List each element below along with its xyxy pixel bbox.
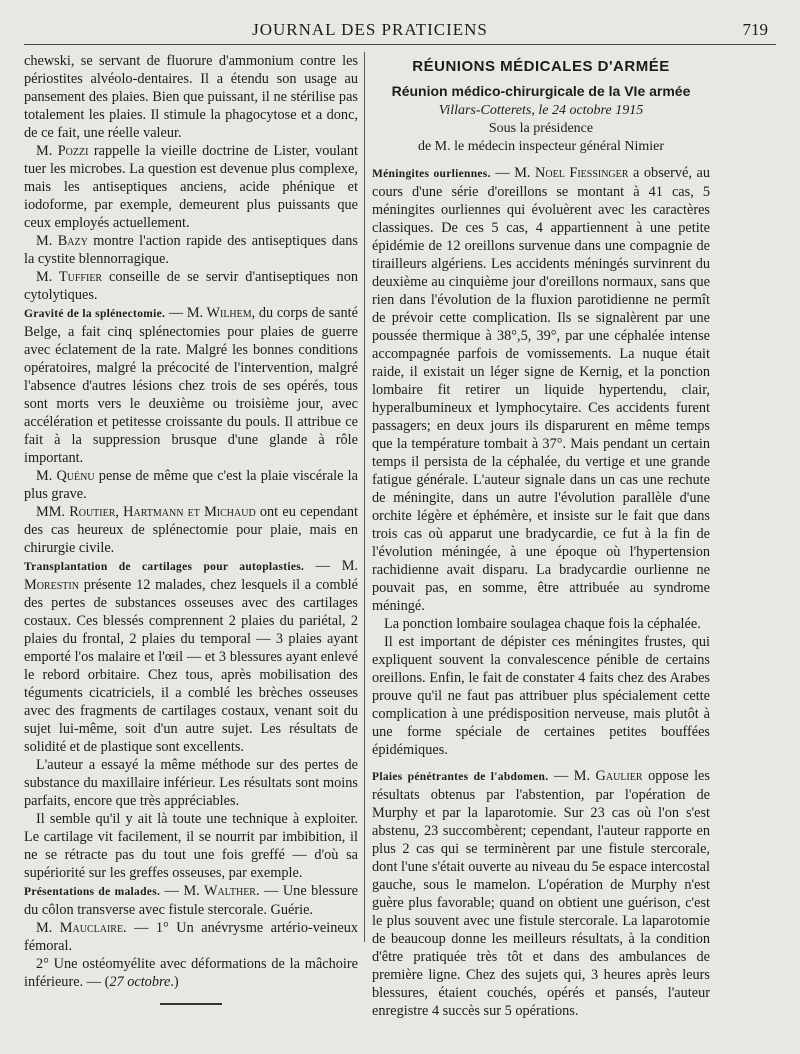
paragraph: La ponction lombaire soulagea chaque fois la céphalée.	[384, 616, 701, 632]
meeting-title: Réunion médico-chirurgicale de la VIe armée	[391, 83, 691, 99]
paragraph: M. Bazy montre l'action rapide des antiseptiques dans la cystite blennorragique.	[24, 233, 358, 267]
meeting-place-date: Villars-Cotterets, le 24 octobre 1915	[438, 103, 644, 118]
paragraph: L'auteur a essayé la même méthode sur des pertes de substance du maxillaire inférieur. Les résultats sont moins parfaits, encore que très appréciables.	[24, 757, 358, 809]
section-paragraph: Transplantation de cartilages pour autoplasties. — M. Morestin présente 12 malades, chez lesquels il a comblé des pertes de substances osseuses avec des cartilages costaux. Ces blessés comprennent 2 plaies du pariétal, 2 plaies du frontal, 2 plaies du temporal — 3 plaies ayant emporté l'os malaire et l'œil — et 3 blessures ayant enlevé le rebord orbitaire. Chez tous, après mobilisation des téguments cicatriciels, il a comblé les brèches osseuses avec des fragments de cartilages costaux, venant soit du sujet lui-même, soit d'un autre sujet. Les résultats de solidité et de plastique sont excellents.	[24, 558, 358, 755]
paragraph: chewski, se servant de fluorure d'ammonium contre les périostites alvéolo-dentaires. Il a étendu son usage au pansement des plaies. Bien que puissant, il ne stérilise pas totalement les plaies. Il stimule la phagocytose et a donc, de ce fait, une réelle valeur.	[24, 53, 358, 141]
section-title: Méningites ourliennes.	[372, 168, 491, 180]
spacer	[372, 156, 710, 164]
paragraph: M. Quénu pense de même que c'est la plaie viscérale la plus grave.	[24, 468, 359, 502]
section-paragraph: Plaies pénétrantes de l'abdomen. — M. Gaulier oppose les résultats obtenus par l'abstention, par l'opération de Murphy et par la laparotomie. Sur 23 cas où l'on s'est abstenu, 23 succombèrent; cependant, l'auteur rapporte en plus 2 cas qui se terminèrent par une fistule stercorale, dont l'une s'était ouverte au niveau du 5e espace intercostal gauche, sous le mamelon. L'opération de Murphy n'est guère plus favorable; quand on obtient une guérison, c'est le plus souvent avec une fistule stercorale. La laparotomie de beaucoup donne les meilleurs résultats, à la condition d'être pratiquée très tôt et dans des ambulances de première ligne. Chez des sujets qui, 3 heures après leurs blessures, étaient couchés, opérés et pansés, l'auteur enregistre 4 succès sur 5 opérations.	[372, 768, 710, 1019]
president-line: de M. le médecin inspecteur général Nimier	[417, 139, 665, 154]
paragraph: Il est important de dépister ces méningites frustes, qui expliquent souvent la convalescence pénible de certains oreillons. Enfin, le fait de constater 4 faits chez des Arabes prouve qu'il ne faut pas attribuer plus spécialement cette complication à une prédisposition nerveuse, mais plutôt à une forme spéciale de certaines petites bouffées épidémiques.	[372, 634, 710, 758]
section-title: Présentations de malades.	[24, 886, 161, 898]
section-heading-block	[372, 58, 710, 156]
left-column	[24, 52, 358, 1005]
section-title: Gravité de la splénectomie.	[24, 308, 166, 320]
column-divider	[364, 52, 365, 942]
page-header	[0, 14, 800, 44]
header-rule	[24, 44, 776, 45]
paragraph: Il semble qu'il y ait là toute une technique à exploiter. Le cartilage vit facilement, il se nourrit par imbibition, il ne se rétracte pas du tout une fois greffé — d'où sa supériorité sur les greffes osseuses, par exemple.	[24, 811, 358, 881]
section-paragraph: Méningites ourliennes. — M. Noel Fiessinger a observé, au cours d'une série d'oreillons se montant à 41 cas, 5 méningites ourliennes qui évoluèrent avec les caractères classiques. De ces 5 cas, 4 appartiennent à une petite épidémie de 12 oreillons survenue dans une compagnie de tirailleurs algériens. Les accidents méningés survinrent du deuxième au cinquième jour d'oreillons normaux, sans que rien dans l'évolution de la fluxion parotidienne ne permît de prévoir cette complication. Ils se signalèrent par une poussée thermique à 38°,5, 39°, par une céphalée intense accompagnée parfois de vomissements. La nuque était raide, il existait un léger signe de Kernig, et la ponction lombaire fit retirer un liquide hypertendu, clair, hyperalbumineux et lymphocytaire. Ces accidents furent passagers; en deux jours ils disparurent en même temps que la température tombait à 37°. Mais pendant un certain temps il persista de la céphalée, du vertige et une grande fatigue générale. L'auteur signale dans un cas une rechute de méningite, dans un autre l'évolution parallèle d'une orchite légère et éphémère, et insiste sur le fait que dans trois cas où apparut une bradycardie, ce fut à la fin de l'évolution méningée, à une époque où l'hypertension rachidienne avait disparu. La bradycardie ourlienne ne pouvait pas, en somme, être attribuée au syndrome méningé.	[372, 165, 711, 614]
section-heading: RÉUNIONS MÉDICALES D'ARMÉE	[412, 58, 670, 75]
end-rule	[160, 1003, 222, 1005]
journal-title: JOURNAL DES PRATICIENS	[252, 20, 488, 39]
spacer	[372, 759, 710, 767]
paragraph: M. Tuffier conseille de se servir d'antiseptiques non cytolytiques.	[24, 269, 359, 303]
section-paragraph: Présentations de malades. — M. Walther. — Une blessure du côlon transverse avec fistule stercorale. Guérie.	[24, 883, 358, 918]
section-title: Plaies pénétrantes de l'abdomen.	[372, 771, 549, 783]
paragraph: MM. Routier, Hartmann et Michaud ont eu cependant des cas heureux de splénectomie pour plaie, mais en chirurgie civile.	[24, 504, 358, 556]
section-title: Transplantation de cartilages pour autoplasties.	[24, 561, 305, 573]
page-number: 719	[742, 20, 768, 39]
paragraph: M. Pozzi rappelle la vieille doctrine de Lister, voulant tuer les microbes. La question est devenue plus complexe, mais les antiseptiques anciens, acide phénique et iodoforme, par exemple, demeurent plus puissants que ceux employés actuellement.	[24, 143, 358, 231]
paragraph: M. Mauclaire. — 1° Un anévrysme artério-veineux fémoral.	[24, 920, 358, 954]
presidency-line: Sous la présidence	[488, 121, 594, 136]
right-column	[372, 52, 710, 1020]
section-paragraph: Gravité de la splénectomie. — M. Wilhem, du corps de santé Belge, a fait cinq splénectomies pour plaies de guerre avec éclatement de la rate. Malgré les bonnes conditions opératoires, malgré la précocité de l'intervention, malgré l'absence d'autres lésions chez trois de ses opérés, tous sont morts vers le deuxième ou troisième jour, avec accélération et petitesse croissante du pouls. Il attribue ce fait à la suppression brusque d'une glande à rôle important.	[24, 305, 358, 466]
paragraph: 2° Une ostéomyélite avec déformations de la mâchoire inférieure. — (27 octobre.)	[24, 956, 358, 990]
